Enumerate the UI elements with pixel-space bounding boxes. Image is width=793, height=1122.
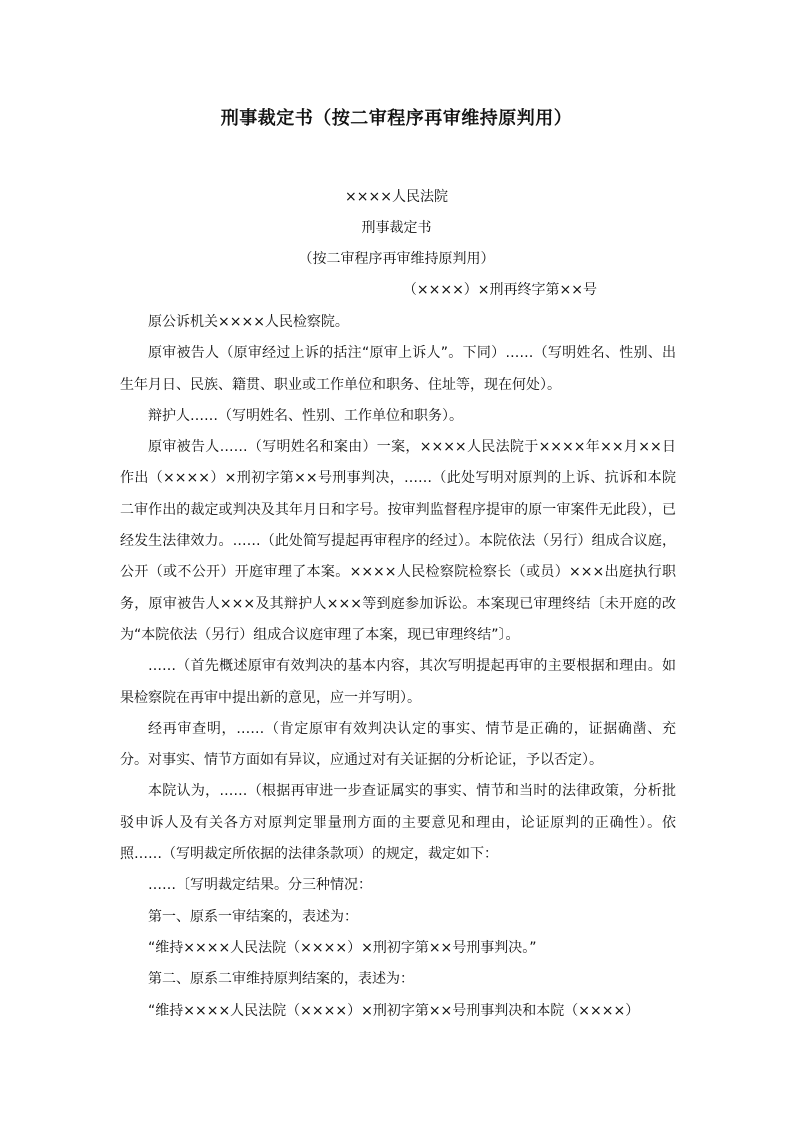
document-body: [120, 307, 676, 1027]
document-title: 刑事裁定书（按二审程序再审维持原判用）: [220, 108, 573, 129]
paragraph-court-opinion: 本院认为，……（根据再审进一步查证属实的事实、情节和当时的法律政策，分析批驳申诉人及有关各方对原判定罪量刑方面的主要意见和理由，论证原判的正确性）。依照……（写明裁定所依据的法律条款项）的规定，裁定如下：: [120, 783, 676, 863]
paragraph-defendant: 原审被告人（原审经过上诉的括注“原审上诉人”。下同）……（写明姓名、性别、出生年月日、民族、籍贯、职业或工作单位和职务、住址等，现在何处）。: [120, 345, 676, 393]
document-subtitle: （按二审程序再审维持原判用）: [298, 251, 495, 267]
paragraph-case-one-text: “维持××××人民法院（××××）×刑初字第××号刑事判决。”: [148, 939, 537, 956]
court-name: ××××人民法院: [345, 189, 448, 205]
document-type: 刑事裁定书: [361, 220, 432, 236]
paragraph-retrial-reason: ……（首先概述原审有效判决的基本内容，其次写明提起再审的主要根据和理由。如果检察院在再审中提出新的意见，应一并写明）。: [120, 658, 676, 706]
case-number: （××××）×刑再终字第××号: [402, 282, 597, 298]
paragraph-case-history: 原审被告人……（写明姓名和案由）一案，××××人民法院于××××年××月××日作出（××××）×刑初字第××号刑事判决，……（此处写明对原判的上诉、抗诉和本院二审作出的裁定或判决及其年月日和字号。按审判监督程序提审的原一审案件无此段），已经发生法律效力。……（此处简写提起再审程序的经过）。本院依法（另行）组成合议庭，公开（或不公开）开庭审理了本案。××××人民检察院检察长（或员）×××出庭执行职务，原审被告人×××及其辩护人×××等到庭参加诉讼。本案现已审理终结〔未开庭的改为“本院依法（另行）组成合议庭审理了本案，现已审理终结”〕。: [120, 439, 676, 643]
paragraph-ruling-intro: ……〔写明裁定结果。分三种情况：: [148, 877, 372, 894]
paragraph-findings: 经再审查明，……（肯定原审有效判决认定的事实、情节是正确的，证据确凿、充分。对事实、情节方面如有异议，应通过对有关证据的分析论证，予以否定）。: [120, 720, 676, 769]
paragraph-case-two: 第二、原系二审维持原判结案的，表述为：: [148, 971, 414, 988]
paragraph-defender: 辩护人……（写明姓名、性别、工作单位和职务）。: [148, 407, 463, 424]
paragraph-case-one: 第一、原系一审结案的，表述为：: [148, 908, 358, 925]
paragraph-prosecution: 原公诉机关××××人民检察院。: [148, 314, 349, 330]
paragraph-case-two-text: “维持××××人民法院（××××）×刑初字第××号刑事判决和本院（××××）: [148, 1002, 640, 1019]
